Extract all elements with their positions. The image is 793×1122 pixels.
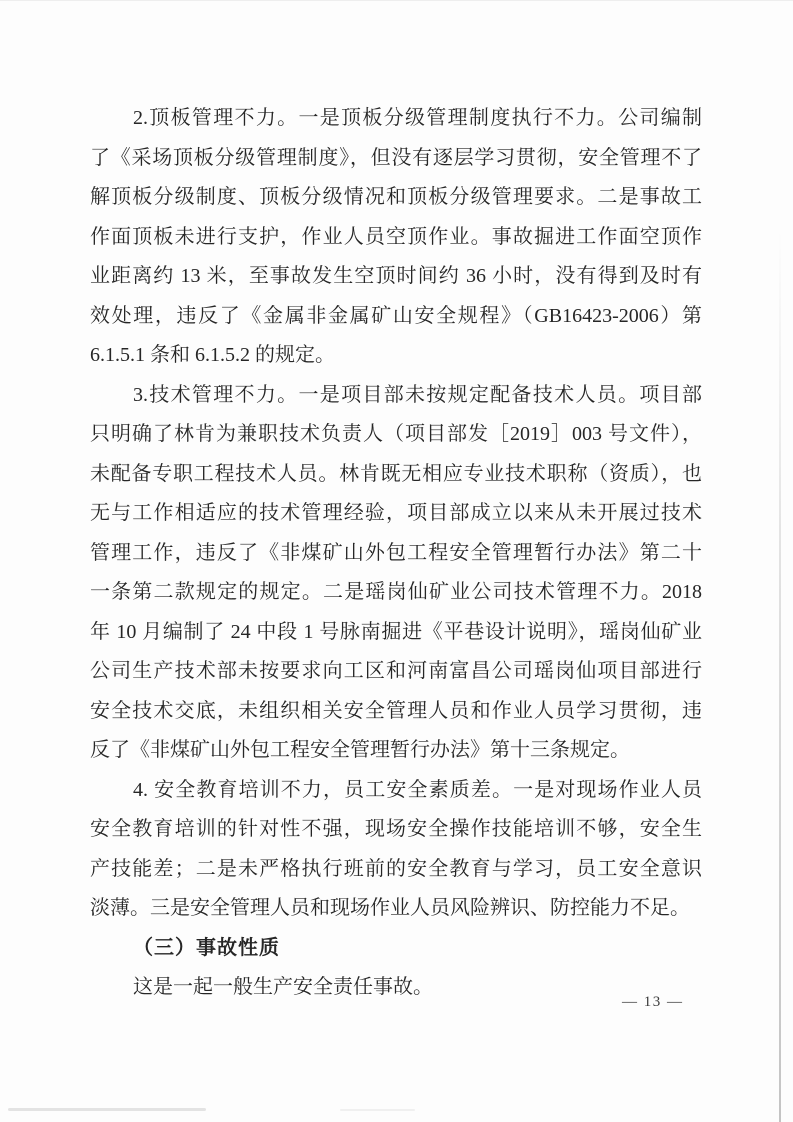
text-line: 无与工作相适应的技术管理经验，项目部成立以来从未开展过技术 (90, 502, 702, 524)
text-line: 未配备专职工程技术人员。林肯既无相应专业技术职称（资质），也 (90, 462, 702, 485)
text-line: 作面顶板未进行支护，作业人员空顶作业。事故掘进工作面空顶作 (90, 225, 702, 248)
text-line: 效处理，违反了《金属非金属矿山安全规程》（GB16423-2006）第 (90, 304, 702, 327)
text-line: 了《采场顶板分级管理制度》，但没有逐层学习贯彻，安全管理不了 (90, 146, 702, 169)
text-line: 只明确了林肯为兼职技术负责人（项目部发［2019］003 号文件）， (90, 423, 702, 445)
text-line: 这是一起一般生产安全责任事故。 (133, 976, 433, 998)
section-heading: （三）事故性质 (133, 936, 280, 959)
text-line: 2.顶板管理不力。一是顶板分级管理制度执行不力。公司编制 (133, 107, 702, 129)
text-line: 3.技术管理不力。一是项目部未按规定配备技术人员。项目部 (133, 383, 702, 406)
scan-artifact-bottom-smudge (340, 1109, 415, 1111)
text-line: 管理工作，违反了《非煤矿山外包工程安全管理暂行办法》第二十 (90, 541, 702, 564)
text-line: 产技能差；二是未严格执行班前的安全教育与学习，员工安全意识 (90, 857, 702, 880)
page-number: — 13 — (622, 994, 684, 1010)
scan-artifact-right-edge-line (779, 230, 781, 1122)
text-line: 4. 安全教育培训不力，员工安全素质差。一是对现场作业人员 (133, 778, 702, 801)
text-line: 解顶板分级制度、顶板分级情况和顶板分级管理要求。二是事故工 (90, 186, 702, 208)
text-line: 反了《非煤矿山外包工程安全管理暂行办法》第十三条规定。 (90, 739, 630, 761)
text-line: 业距离约 13 米，至事故发生空顶时间约 36 小时，没有得到及时有 (90, 265, 702, 287)
scan-artifact-bottom-smudge (8, 1108, 206, 1111)
scan-artifact-top-edge (0, 0, 793, 1)
text-line: 淡薄。三是安全管理人员和现场作业人员风险辨识、防控能力不足。 (90, 897, 690, 919)
text-line: 安全技术交底，未组织相关安全管理人员和作业人员学习贯彻，违 (90, 699, 702, 722)
text-line: 年 10 月编制了 24 中段 1 号脉南掘进《平巷设计说明》，瑶岗仙矿业 (90, 620, 702, 643)
document-body (90, 99, 702, 1008)
text-line: 安全教育培训的针对性不强，现场安全操作技能培训不够，安全生 (90, 818, 702, 840)
text-line: 6.1.5.1 条和 6.1.5.2 的规定。 (90, 344, 335, 366)
text-line: 一条第二款规定的规定。二是瑶岗仙矿业公司技术管理不力。2018 (90, 581, 702, 603)
text-line: 公司生产技术部未按要求向工区和河南富昌公司瑶岗仙项目部进行 (90, 660, 702, 682)
